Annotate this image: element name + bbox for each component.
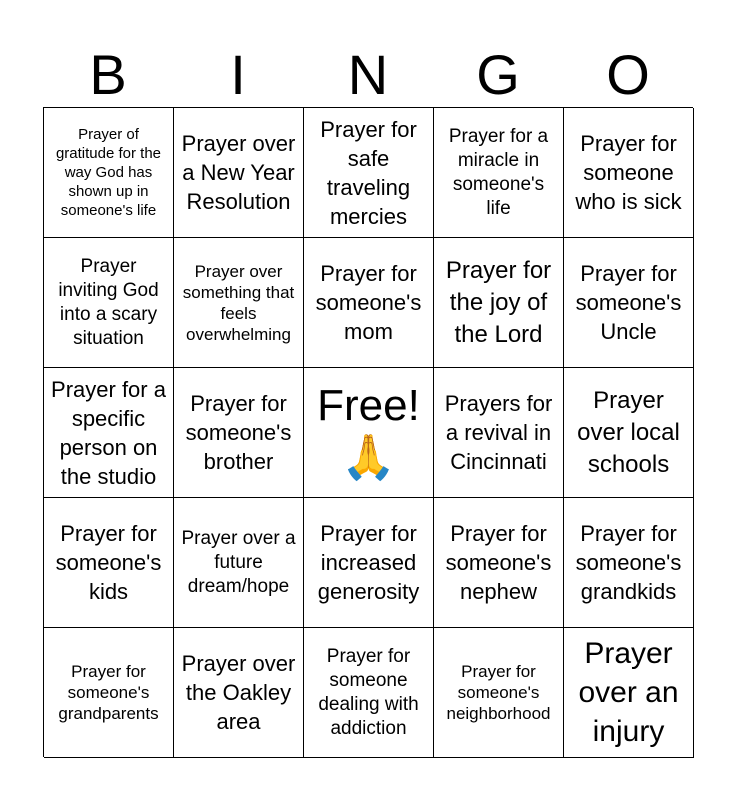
cell-text: Prayer for someone's grandkids <box>575 521 682 604</box>
cell-text: Prayer for a specific person on the studio <box>51 376 166 489</box>
bingo-cell[interactable] <box>174 108 304 238</box>
cell-text: Prayers for a revival in Cincinnati <box>444 391 553 474</box>
cell-text: Prayer over the Oakley area <box>181 651 296 734</box>
bingo-cell[interactable] <box>564 108 694 238</box>
bingo-cell[interactable] <box>564 368 694 498</box>
bingo-cell[interactable] <box>174 368 304 498</box>
cell-text: Prayer inviting God into a scary situation <box>58 255 159 349</box>
bingo-cell[interactable] <box>304 498 434 628</box>
cell-text: Prayer for safe traveling mercies <box>320 116 417 229</box>
bingo-cell[interactable] <box>44 108 174 238</box>
bingo-cell[interactable] <box>434 108 564 238</box>
bingo-cell[interactable] <box>564 498 694 628</box>
header-letter-o: O <box>606 43 650 106</box>
cell-text: Prayer for someone's brother <box>185 391 292 474</box>
free-space <box>310 381 427 485</box>
cell-text: Prayer for someone's kids <box>55 521 162 604</box>
cell-text: Prayer over something that feels overwhelming <box>182 261 295 344</box>
free-space-label: Free! <box>317 380 420 430</box>
header-letter-b: B <box>89 43 127 106</box>
bingo-cell[interactable] <box>174 628 304 758</box>
cell-text: Prayer for someone who is sick <box>575 131 682 214</box>
bingo-cell[interactable] <box>44 368 174 498</box>
bingo-cell[interactable] <box>304 108 434 238</box>
bingo-cell[interactable] <box>44 238 174 368</box>
cell-text: Prayer for the joy of the Lord <box>445 256 552 348</box>
cell-text: Prayer of gratitude for the way God has shown up in someone's life <box>55 126 162 219</box>
cell-text: Prayer for someone's mom <box>315 261 422 344</box>
cell-text: Prayer over local schools <box>577 386 680 478</box>
bingo-cell[interactable] <box>174 238 304 368</box>
header-letter-n: N <box>347 43 389 106</box>
bingo-board <box>43 107 693 757</box>
cell-text: Prayer over a future dream/hope <box>181 527 296 597</box>
cell-text: Prayer over a New Year Resolution <box>181 131 296 214</box>
bingo-cell[interactable] <box>434 628 564 758</box>
cell-text: Prayer for someone's nephew <box>445 521 552 604</box>
bingo-cell[interactable] <box>304 628 434 758</box>
bingo-cell[interactable] <box>174 498 304 628</box>
cell-text: Prayer for someone's neighborhood <box>446 662 551 723</box>
bingo-header <box>43 44 693 106</box>
praying-hands-icon: 🙏 <box>341 432 396 482</box>
bingo-cell[interactable] <box>44 628 174 758</box>
cell-text: Prayer for increased generosity <box>317 521 420 604</box>
bingo-cell[interactable] <box>304 238 434 368</box>
header-letter-i: I <box>230 43 246 106</box>
bingo-cell[interactable] <box>434 368 564 498</box>
cell-text: Prayer for someone dealing with addiction <box>318 645 419 739</box>
bingo-cell[interactable] <box>564 238 694 368</box>
bingo-cell[interactable] <box>434 238 564 368</box>
cell-text: Prayer for someone's grandparents <box>58 662 159 723</box>
bingo-cell[interactable] <box>44 498 174 628</box>
cell-text: Prayer over an injury <box>578 637 679 748</box>
bingo-cell[interactable] <box>564 628 694 758</box>
cell-text: Prayer for someone's Uncle <box>575 261 682 344</box>
bingo-cell[interactable] <box>434 498 564 628</box>
free-space-cell[interactable] <box>304 368 434 498</box>
cell-text: Prayer for a miracle in someone's life <box>448 125 549 219</box>
header-letter-g: G <box>476 43 520 106</box>
